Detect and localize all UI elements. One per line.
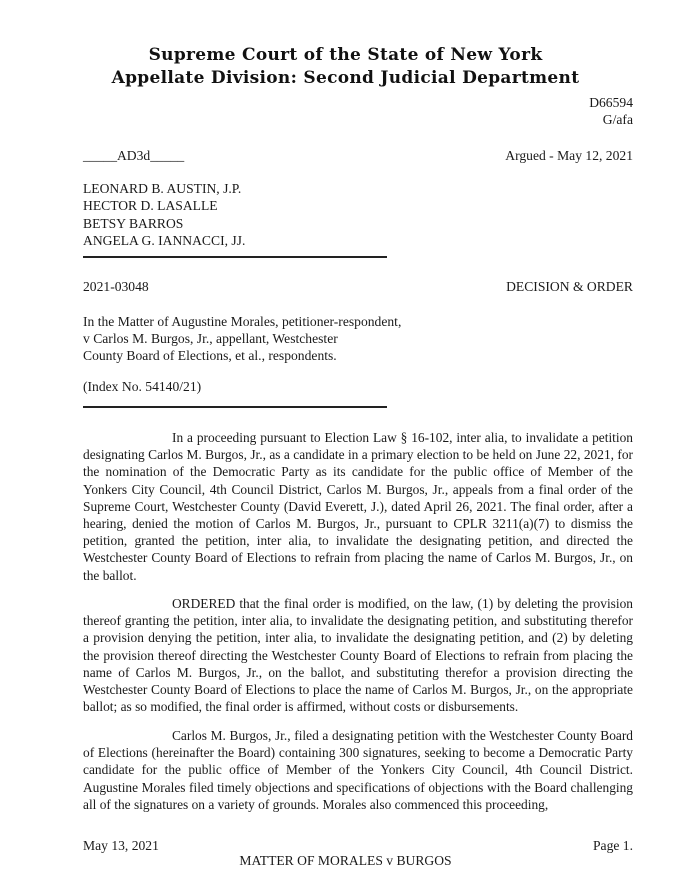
- caption-line: v Carlos M. Burgos, Jr., appellant, Westchester: [83, 331, 338, 346]
- docket-code: D66594: [589, 95, 633, 110]
- body-paragraph: In a proceeding pursuant to Election Law § 16-102, inter alia, to invalidate a petition designating Carlos M. Burgos, Jr., as a candidate in a primary election to be held on June 22, 2021, for the nomination of the Democratic Party as its candidate for the public office of Member of the Yonkers City Council, 4th Council District, Carlos M. Burgos, Jr., appeals from a final order of the Supreme Court, Westchester County (David Everett, J.), dated April 26, 2021. The final order, after a hearing, denied the motion of Carlos M. Burgos, Jr., pursuant to CPLR 3211(a)(7) to dismiss the petition, granted the petition, inter alia, to invalidate the designating petition, and directed the Westchester County Board of Elections to refrain from placing the name of Carlos M. Burgos, Jr., on the ballot.: [83, 430, 633, 583]
- footer-date: May 13, 2021: [83, 838, 159, 853]
- decision-type: DECISION & ORDER: [506, 279, 633, 294]
- caption-line: In the Matter of Augustine Morales, petitioner-respondent,: [83, 314, 402, 329]
- justice-name: LEONARD B. AUSTIN, J.P.: [83, 181, 242, 196]
- case-number: 2021-03048: [83, 279, 149, 294]
- docket-initials: G/afa: [602, 112, 633, 127]
- caption-line: County Board of Elections, et al., respondents.: [83, 348, 337, 363]
- justices-list: [83, 180, 245, 249]
- citation-line: [83, 147, 184, 164]
- citation-label: AD3d: [116, 148, 151, 163]
- court-division: Appellate Division: Second Judicial Department: [111, 68, 580, 88]
- body-paragraph: Carlos M. Burgos, Jr., filed a designating petition with the Westchester County Board of Elections (hereinafter the Board) containing 300 signatures, seeking to become a Democratic Party candidate for the public office of Member of the Yonkers City Council, 4th Council District. Augustine Morales filed timely objections and specifications of objections with the Board challenging all of the signatures on a variety of grounds. Morales also commenced this proceeding,: [83, 728, 633, 812]
- page-number: Page 1.: [592, 838, 633, 853]
- body-paragraph: ORDERED that the final order is modified, on the law, (1) by deleting the provision thereof granting the petition, inter alia, to invalidate the designating petition, and substituting therefor a provision denying the petition, inter alia, to invalidate the designating petition, and (2) by deleting the provision thereof directing the Westchester County Board of Elections to refrain from placing the name of Carlos M. Burgos, Jr., on the ballot, and substituting therefor a provision directing the Westchester County Board of Elections to place the name of Carlos M. Burgos, Jr., on the appropriate ballot; as so modified, the final order is affirmed, without costs or disbursements.: [83, 596, 633, 715]
- justice-name: HECTOR D. LASALLE: [83, 198, 218, 214]
- footer-matter-title: MATTER OF MORALES v BURGOS: [239, 853, 452, 868]
- index-number: (Index No. 54140/21): [83, 379, 202, 394]
- justice-name: BETSY BARROS: [83, 215, 184, 231]
- divider: [83, 406, 387, 408]
- divider: [83, 256, 387, 258]
- argued-date: Argued - May 12, 2021: [505, 148, 633, 163]
- case-caption: [83, 313, 401, 364]
- citation-blank-after: _____: [150, 148, 185, 163]
- justice-name: ANGELA G. IANNACCI, JJ.: [83, 232, 246, 248]
- court-name: Supreme Court of the State of New York: [148, 45, 543, 65]
- citation-blank-before: _____: [83, 148, 117, 163]
